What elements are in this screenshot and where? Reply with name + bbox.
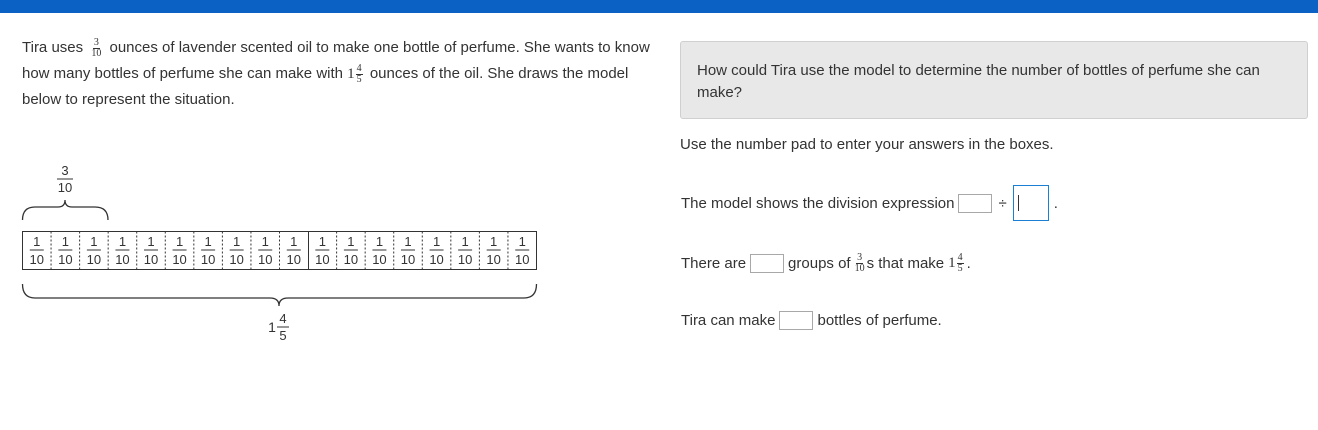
bottom-brace: [23, 284, 537, 306]
bottom-label-denominator: 5: [279, 328, 287, 343]
cell-numerator: 1: [261, 234, 269, 249]
cell-numerator: 1: [318, 234, 326, 249]
top-label-denominator: 10: [57, 180, 73, 195]
line2-period: .: [966, 255, 971, 272]
fraction-numerator: 3: [857, 252, 863, 263]
cell-denominator: 10: [229, 252, 244, 267]
cell-denominator: 10: [514, 252, 530, 267]
fraction-numerator: 3: [93, 36, 99, 48]
cell-numerator: 1: [404, 234, 412, 249]
fraction-three-tenths: [90, 38, 102, 59]
problem-text: [22, 35, 652, 113]
bottles-label-start: Tira can make: [681, 312, 776, 329]
cell-numerator: 1: [518, 234, 526, 249]
cell-denominator: 10: [343, 252, 359, 267]
question-prompt-text: How could Tira use the model to determine the number of bottles of perfume she can make?: [697, 62, 1260, 101]
groups-label-start: There are: [681, 255, 747, 272]
instructions-text: Use the number pad to enter your answers in the boxes.: [680, 136, 1054, 153]
answer-line-bottles: [681, 311, 942, 330]
cell-numerator: 1: [147, 234, 155, 249]
cell-numerator: 1: [347, 234, 355, 249]
mixed-fraction: [957, 253, 964, 274]
cell-numerator: 1: [204, 234, 212, 249]
cell-denominator: 10: [457, 252, 473, 267]
cell-denominator: 10: [486, 252, 501, 267]
groups-label-end: s that make: [866, 255, 945, 272]
cell-numerator: 1: [290, 234, 298, 249]
cell-numerator: 1: [375, 234, 384, 249]
groups-answer-box[interactable]: [750, 254, 784, 273]
groups-label-middle: groups of: [788, 255, 851, 272]
division-expression-label: The model shows the division expression: [681, 194, 955, 212]
cell-denominator: 10: [29, 252, 45, 267]
mixed-number-inline: [948, 253, 967, 274]
tape-diagram-model: [0, 150, 600, 360]
cell-denominator: 10: [372, 252, 387, 267]
top-label-numerator: 3: [61, 163, 69, 178]
cell-denominator: 10: [257, 252, 273, 267]
dividend-answer-box[interactable]: [958, 194, 992, 213]
fraction-denominator: 10: [854, 263, 865, 274]
cell-denominator: 10: [200, 252, 216, 267]
problem-text-part1: Tira uses: [22, 39, 84, 56]
fraction-numerator: 4: [356, 62, 362, 74]
cell-numerator: 1: [90, 234, 98, 249]
cell-denominator: 10: [172, 252, 187, 267]
cell-numerator: 1: [61, 234, 69, 249]
bottom-label-whole: 1: [268, 319, 276, 335]
fraction-denominator: 10: [91, 47, 102, 59]
fraction-denominator: 5: [957, 263, 963, 274]
cell-denominator: 10: [143, 252, 159, 267]
cell-denominator: 10: [58, 252, 73, 267]
cell-numerator: 1: [490, 234, 498, 249]
cell-denominator: 10: [86, 252, 102, 267]
cell-numerator: 1: [175, 234, 184, 249]
cell-denominator: 10: [429, 252, 444, 267]
fraction-denominator: 5: [356, 73, 362, 85]
cell-numerator: 1: [33, 234, 41, 249]
cell-numerator: 1: [118, 234, 127, 249]
problem-text-part3: ounces of the oil. She draws the model below to represent the situation.: [22, 64, 629, 108]
answer-line-division: [681, 185, 1058, 221]
divide-symbol: ÷: [998, 194, 1007, 212]
text-caret: [1018, 195, 1019, 211]
fraction-three-tenths-inline: [854, 253, 866, 274]
mixed-number-one-four-fifths: [347, 62, 366, 85]
question-prompt-box: [680, 41, 1308, 119]
top-brace: [23, 200, 109, 220]
mixed-whole: 1: [948, 255, 956, 271]
mixed-whole: 1: [347, 65, 355, 82]
answer-line-groups: [681, 253, 971, 274]
bottles-answer-box[interactable]: [779, 311, 813, 330]
mixed-fraction: [356, 64, 363, 85]
top-bar: [0, 0, 1318, 13]
fraction-numerator: 4: [957, 252, 963, 263]
cell-numerator: 1: [432, 234, 441, 249]
line1-period: .: [1053, 194, 1058, 212]
cell-denominator: 10: [400, 252, 416, 267]
bottles-label-end: bottles of perfume.: [817, 312, 942, 329]
problem-text-part2: ounces of lavender scented oil to make one bottle of perfume. She wants to know how many bottles of perfume she can make with: [22, 39, 650, 82]
cell-numerator: 1: [461, 234, 469, 249]
cell-numerator: 1: [233, 234, 241, 249]
cell-denominator: 10: [286, 252, 302, 267]
bottom-label-numerator: 4: [279, 311, 287, 326]
cell-denominator: 10: [115, 252, 130, 267]
divisor-answer-box[interactable]: [1013, 185, 1049, 221]
cell-denominator: 10: [315, 252, 330, 267]
